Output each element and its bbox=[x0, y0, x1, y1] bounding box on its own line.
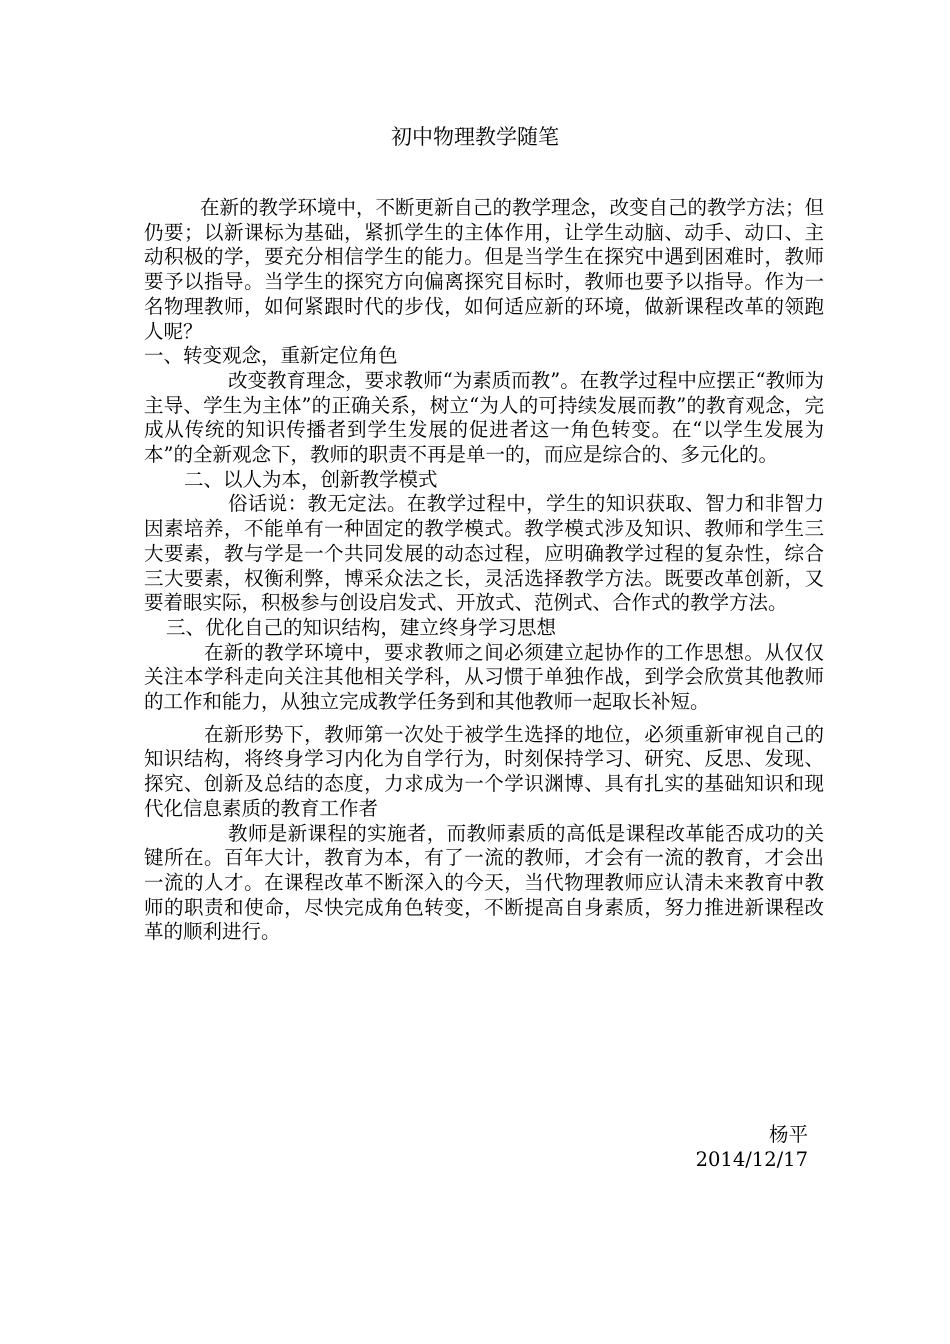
section-1-paragraph: 改变教育理念，要求教师“为素质而教”。在教学过程中应摆正“教师为主导、学生为主体”的正确关系，树立“为人的可持续发展而教”的教育观念，完成从传统的知识传播者到学生发展的促进者这一角色转变。在“以学生发展为本”的全新观念下，教师的职责不再是单一的，而应是综合的、多元化的。 bbox=[144, 368, 824, 467]
section-heading-1: 一、转变观念，重新定位角色 bbox=[144, 344, 398, 368]
document-body bbox=[144, 196, 824, 945]
section-2-paragraph: 俗话说：教无定法。在教学过程中，学生的知识获取、智力和非智力因素培养，不能单有一种固定的教学模式。教学模式涉及知识、教师和学生三大要素，教与学是一个共同发展的动态过程，应明确教学过程的复杂性，综合三大要素，权衡利弊，博采众法之长，灵活选择教学方法。既要改革创新，又要着眼实际，积极参与创设启发式、开放式、范例式、合作式的教学方法。 bbox=[144, 492, 824, 615]
section-heading-3: 三、优化自己的知识结构，建立终身学习思想 bbox=[166, 615, 557, 639]
conclusion-paragraph: 教师是新课程的实施者，而教师素质的高低是课程改革能否成功的关键所在。百年大计，教育为本，有了一流的教师，才会有一流的教育，才会出一流的人才。在课程改革不断深入的今天，当代物理教师应认清未来教育中教师的职责和使命，尽快完成角色转变，不断提高自身素质，努力推进新课程改革的顺利进行。 bbox=[144, 821, 824, 944]
section-3-paragraph-2: 在新形势下，教师第一次处于被学生选择的地位，必须重新审视自己的知识结构，将终身学习内化为自学行为，时刻保持学习、研究、反思、发现、探究、创新及总结的态度，力求成为一个学识渊博、具有扎实的基础知识和现代化信息素质的教育工作者 bbox=[144, 722, 824, 820]
document-date: 2014/12/17 bbox=[695, 1148, 808, 1171]
intro-paragraph: 在新的教学环境中，不断更新自己的教学理念，改变自己的教学方法；但仍要；以新课标为基础，紧抓学生的主体作用，让学生动脑、动手、动口、主动积极的学，要充分相信学生的能力。但是当学生在探究中遇到困难时，教师要予以指导。当学生的探究方向偏离探究目标时，教师也要予以指导。作为一名物理教师，如何紧跟时代的步伐，如何适应新的环境，做新课程改革的领跑人呢？ bbox=[144, 196, 825, 343]
document-title: 初中物理教学随笔 bbox=[391, 125, 559, 149]
author-name: 杨平 bbox=[768, 1123, 808, 1146]
section-3-paragraph-1: 在新的教学环境中，要求教师之间必须建立起协作的工作思想。从仅仅关注本学科走向关注其他相关学科，从习惯于单独作战，到学会欣赏其他教师的工作和能力，从独立完成教学任务到和其他教师一起取长补短。 bbox=[144, 640, 824, 714]
signature-block bbox=[696, 1122, 808, 1172]
section-heading-2: 二、以人为本，创新教学模式 bbox=[184, 467, 438, 491]
